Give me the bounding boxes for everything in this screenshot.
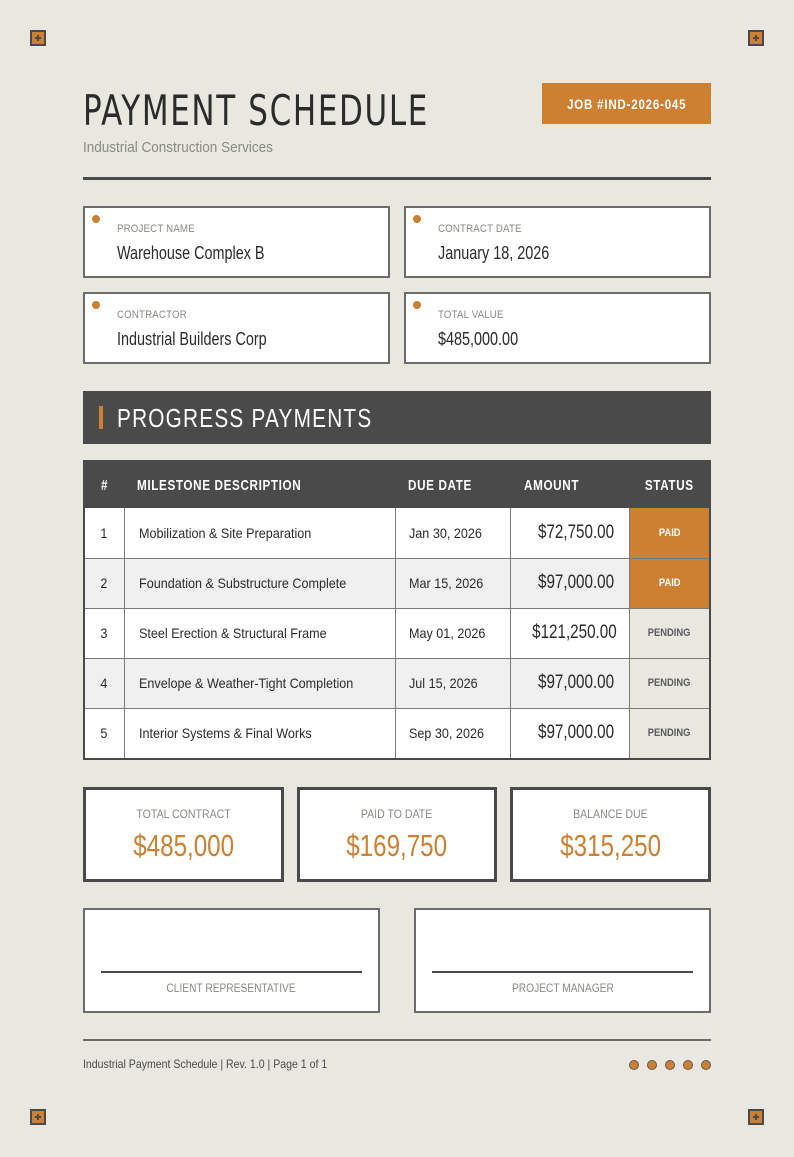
cell-text: Mobilization & Site Preparation	[138, 524, 311, 541]
info-card-total-value	[404, 292, 711, 364]
status-badge-pending	[629, 708, 709, 758]
info-label: PROJECT NAME	[117, 223, 195, 235]
summary-value-text: $485,000	[133, 828, 234, 863]
cell-text: $97,000.00	[538, 672, 615, 693]
cell-text: May 01, 2026	[408, 625, 485, 641]
footer-decoration	[629, 1060, 711, 1070]
cell-text: $121,250.00	[531, 622, 617, 643]
cell-description	[124, 708, 395, 758]
status-badge-paid	[629, 558, 709, 608]
cell-text: 4	[100, 675, 108, 691]
signature-section	[83, 908, 711, 1013]
payments-table	[85, 462, 709, 758]
footer-divider	[83, 1039, 711, 1041]
cell-text: 3	[100, 625, 108, 641]
summary-card-paid-to-date	[297, 787, 497, 882]
signature-label-text: PROJECT MANAGER	[511, 981, 614, 995]
cell-amount	[510, 508, 629, 558]
cell-due-date	[395, 508, 510, 558]
cell-due-date	[395, 558, 510, 608]
project-info-grid	[83, 206, 711, 364]
bullet-dot-icon	[92, 301, 100, 309]
cell-description	[124, 508, 395, 558]
info-value: Industrial Builders Corp	[117, 329, 267, 349]
cell-text: Sep 30, 2026	[408, 725, 484, 742]
info-label: CONTRACTOR	[117, 309, 187, 321]
payments-table-container	[83, 460, 711, 760]
info-value: January 18, 2026	[438, 243, 550, 263]
job-number-badge	[542, 83, 711, 124]
summary-value	[513, 828, 708, 864]
payment-schedule-page	[83, 0, 711, 1071]
status-text: PENDING	[647, 627, 691, 639]
info-label: CONTRACT DATE	[438, 223, 522, 235]
info-label: TOTAL VALUE	[438, 309, 504, 321]
summary-label-text: PAID TO DATE	[361, 807, 433, 821]
corner-marker-icon	[30, 30, 46, 46]
corner-marker-icon	[748, 1109, 764, 1125]
section-header-progress-payments	[83, 391, 711, 444]
cell-text: Interior Systems & Final Works	[138, 725, 312, 742]
summary-label-text: BALANCE DUE	[573, 807, 648, 821]
status-badge-pending	[629, 608, 709, 658]
signature-line	[432, 971, 693, 973]
table-header-row	[85, 462, 709, 508]
column-header-amount	[510, 462, 629, 508]
table-row	[85, 558, 709, 608]
cell-number	[85, 658, 124, 708]
header-label: #	[100, 476, 109, 494]
table-row	[85, 708, 709, 758]
summary-value	[86, 828, 281, 864]
cell-number	[85, 708, 124, 758]
summary-card-balance-due	[510, 787, 711, 882]
cell-text: Jan 30, 2026	[408, 524, 482, 541]
cell-text: $97,000.00	[538, 722, 615, 744]
status-badge-pending	[629, 658, 709, 708]
cell-description	[124, 608, 395, 658]
info-card-contractor	[83, 292, 390, 364]
cell-text: 1	[100, 524, 108, 541]
status-text: PENDING	[647, 677, 691, 689]
section-title: PROGRESS PAYMENTS	[117, 403, 373, 433]
bullet-dot-icon	[413, 301, 421, 309]
cell-text: $97,000.00	[538, 572, 615, 593]
signature-box-client-representative[interactable]	[83, 908, 380, 1013]
footer-text: Industrial Payment Schedule | Rev. 1.0 | Page 1 of 1	[83, 1057, 328, 1071]
header-label: STATUS	[644, 476, 694, 494]
summary-value-text: $315,250	[560, 828, 661, 863]
header-label: MILESTONE DESCRIPTION	[137, 476, 302, 494]
bullet-dot-icon	[92, 215, 100, 223]
info-value: Warehouse Complex B	[117, 243, 265, 263]
decorative-dot-icon	[647, 1060, 657, 1070]
signature-label-text: CLIENT REPRESENTATIVE	[166, 981, 297, 995]
signature-label	[416, 981, 709, 995]
column-header-number	[85, 462, 124, 508]
corner-marker-icon	[30, 1109, 46, 1125]
cell-text: Foundation & Substructure Complete	[138, 575, 346, 591]
status-text: PENDING	[647, 727, 691, 740]
bullet-dot-icon	[413, 215, 421, 223]
cell-due-date	[395, 658, 510, 708]
cell-amount	[510, 658, 629, 708]
summary-label	[300, 807, 494, 821]
corner-marker-icon	[748, 30, 764, 46]
decorative-dot-icon	[629, 1060, 639, 1070]
cell-text: $72,750.00	[538, 521, 615, 543]
cell-number	[85, 558, 124, 608]
accent-bar-icon	[99, 406, 103, 429]
status-text: PAID	[658, 526, 681, 539]
cell-amount	[510, 558, 629, 608]
table-row	[85, 508, 709, 558]
info-card-contract-date	[404, 206, 711, 278]
cell-text: 2	[100, 575, 108, 591]
info-card-project-name	[83, 206, 390, 278]
cell-text: Jul 15, 2026	[408, 675, 478, 691]
page-subtitle: Industrial Construction Services	[83, 139, 273, 156]
cell-description	[124, 558, 395, 608]
header-label: DUE DATE	[408, 476, 472, 494]
cell-amount	[510, 608, 629, 658]
cell-text: Mar 15, 2026	[408, 575, 483, 591]
summary-value	[300, 828, 494, 864]
cell-number	[85, 508, 124, 558]
info-value: $485,000.00	[438, 329, 519, 349]
decorative-dot-icon	[683, 1060, 693, 1070]
page-title: PAYMENT SCHEDULE	[83, 86, 429, 135]
column-header-due-date	[395, 462, 510, 508]
cell-number	[85, 608, 124, 658]
summary-label	[86, 807, 281, 821]
summary-label-text: TOTAL CONTRACT	[136, 807, 231, 821]
document-header	[83, 0, 711, 180]
cell-due-date	[395, 708, 510, 758]
table-row	[85, 608, 709, 658]
signature-line	[101, 971, 362, 973]
summary-value-text: $169,750	[346, 828, 448, 863]
status-text: PAID	[658, 577, 681, 589]
cell-description	[124, 658, 395, 708]
column-header-description	[124, 462, 395, 508]
payment-summary	[83, 787, 711, 882]
column-header-status	[629, 462, 709, 508]
job-number-text: JOB #IND-2026-045	[566, 95, 687, 112]
cell-text: 5	[100, 725, 108, 742]
cell-due-date	[395, 608, 510, 658]
decorative-dot-icon	[701, 1060, 711, 1070]
status-badge-paid	[629, 508, 709, 558]
signature-box-project-manager[interactable]	[414, 908, 711, 1013]
cell-text: Steel Erection & Structural Frame	[138, 625, 327, 641]
table-row	[85, 658, 709, 708]
header-label: AMOUNT	[524, 476, 580, 494]
signature-label	[85, 981, 378, 995]
cell-text: Envelope & Weather-Tight Completion	[138, 675, 353, 691]
summary-label	[513, 807, 708, 821]
cell-amount	[510, 708, 629, 758]
decorative-dot-icon	[665, 1060, 675, 1070]
summary-card-total-contract	[83, 787, 284, 882]
